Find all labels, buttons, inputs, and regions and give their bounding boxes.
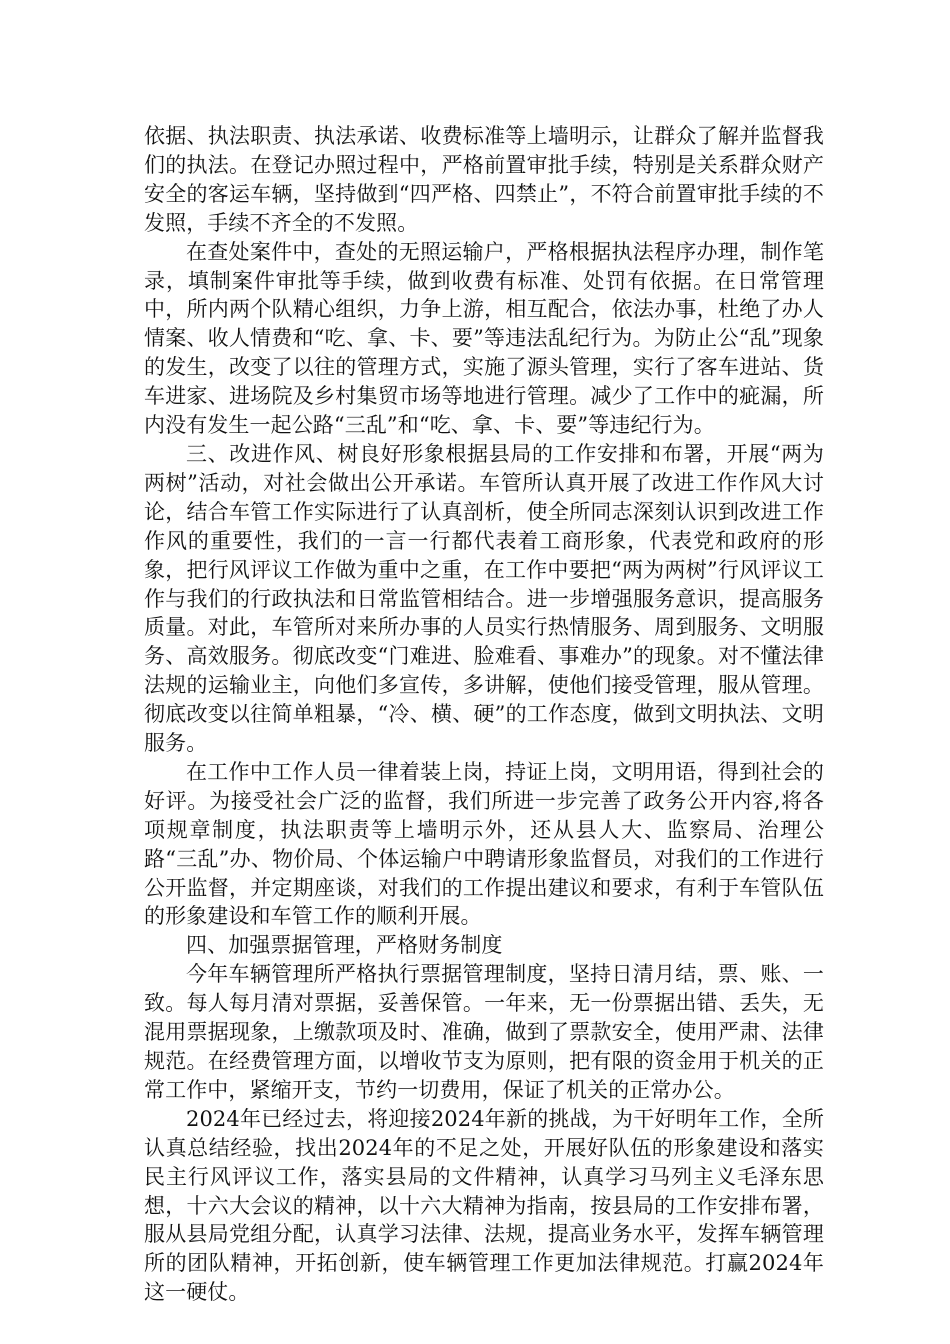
paragraph-6: 今年车辆管理所严格执行票据管理制度，坚持日清月结，票、账、一致。每人每月清对票据，妥善保管。一年来，无一份票据出错、丢失，无混用票据现象，上缴款项及时、准确，做到了票款安全，使用严肃、法律规范。在经费管理方面，以增收节支为原则，把有限的资金用于机关的正常工作中，紧缩开支，节约一切费用，保证了机关的正常办公。 [144, 962, 824, 1102]
paragraph-2: 在查处案件中，查处的无照运输户，严格根据执法程序办理，制作笔录，填制案件审批等手续，做到收费有标准、处罚有依据。在日常管理中，所内两个队精心组织，力争上游，相互配合，依法办事，杜绝了办人情案、收人情费和“吃、拿、卡、要”等违法乱纪行为。为防止公“乱”现象的发生，改变了以往的管理方式，实施了源头管理，实行了客车进站、货车进家、进场院及乡村集贸市场等地进行管理。减少了工作中的疵漏，所内没有发生一起公路“三乱”和“吃、拿、卡、要”等违纪行为。 [144, 239, 824, 438]
paragraph-1: 依据、执法职责、执法承诺、收费标准等上墙明示，让群众了解并监督我们的执法。在登记办照过程中，严格前置审批手续，特别是关系群众财产安全的客运车辆，坚持做到“四严格、四禁止”，不符合前置审批手续的不发照，手续不齐全的不发照。 [144, 124, 824, 235]
paragraph-3-section-heading: 三、改进作风、树良好形象根据县局的工作安排和布署，开展“两为两树”活动，对社会做出公开承诺。车管所认真开展了改进工作作风大讨论，结合车管工作实际进行了认真剖析，使全所同志深刻认识到改进工作作风的重要性，我们的一言一行都代表着工商形象，代表党和政府的形象，把行风评议工作做为重中之重，在工作中要把“两为两树”行风评议工作与我们的行政执法和日常监管相结合。进一步增强服务意识，提高服务质量。对此，车管所对来所办事的人员实行热情服务、周到服务、文明服务、高效服务。彻底改变“门难进、脸难看、事难办”的现象。对不懂法律法规的运输业主，向他们多宣传，多讲解，使他们接受管理，服从管理。彻底改变以往简单粗暴，“冷、横、硬”的工作态度，做到文明执法、文明服务。 [144, 441, 824, 756]
paragraph-7: 2024年已经过去，将迎接2024年新的挑战，为干好明年工作，全所认真总结经验，找出2024年的不足之处，开展好队伍的形象建设和落实民主行风评议工作，落实县局的文件精神，认真学习马列主义毛泽东思想，十六大会议的精神，以十六大精神为指南，按县局的工作安排布署，服从县局党组分配，认真学习法律、法规，提高业务水平，发挥车辆管理所的团队精神，开拓创新，使车辆管理工作更加法律规范。打赢2024年这一硬仗。 [144, 1106, 824, 1305]
paragraph-4: 在工作中工作人员一律着装上岗，持证上岗，文明用语，得到社会的好评。为接受社会广泛的监督，我们所进一步完善了政务公开内容,将各项规章制度，执法职责等上墙明示外，还从县人大、监察局、治理公路“三乱”办、物价局、个体运输户中聘请形象监督员，对我们的工作进行公开监督，并定期座谈，对我们的工作提出建议和要求，有利于车管队伍的形象建设和车管工作的顺利开展。 [144, 759, 824, 929]
document-body [144, 122, 824, 1307]
section-heading-4: 四、加强票据管理，严格财务制度 [186, 933, 503, 958]
